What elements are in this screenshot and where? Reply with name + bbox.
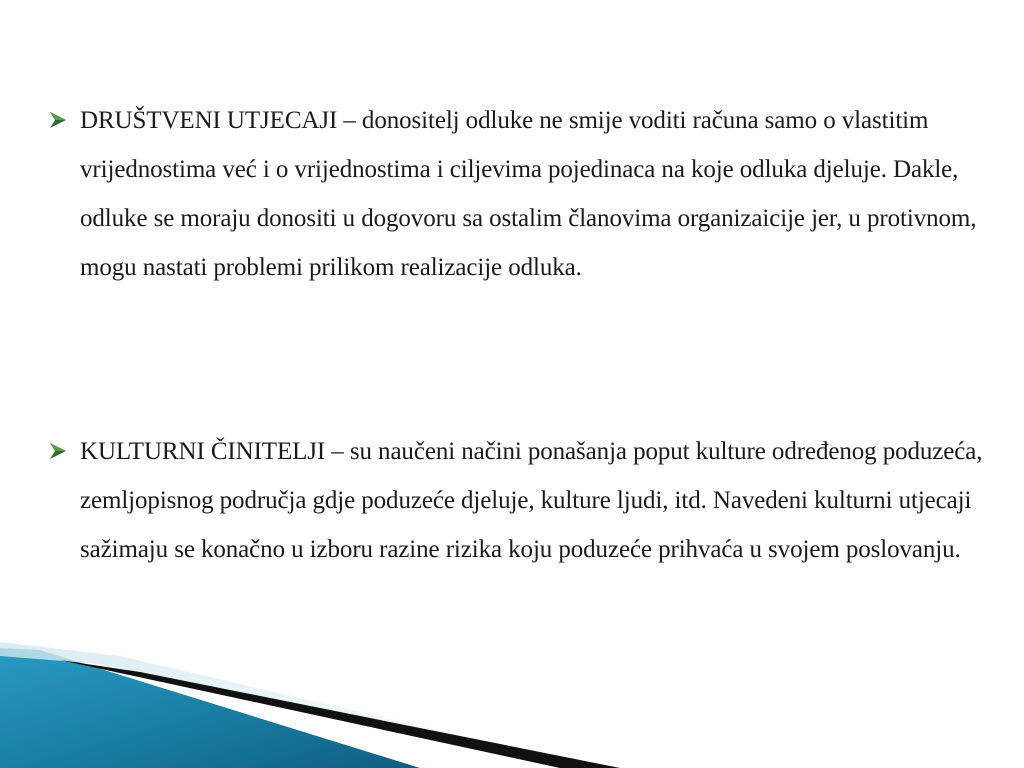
corner-swoosh-decoration xyxy=(0,638,1024,768)
arrowhead-bullet-icon xyxy=(48,110,68,130)
bullet-text: KULTURNI ČINITELJI – su naučeni načini ponašanja poput kulture određenog poduzeća, zemljopisnog područja gdje poduzeće djeluje, kulture ljudi, itd. Navedeni kulturni utjecaji sažimaju se konačno u izboru razine rizika koju poduzeće prihvaća u svojem poslovanju. xyxy=(80,438,983,563)
arrowhead-bullet-icon xyxy=(48,441,68,461)
bullet-text: DRUŠTVENI UTJECAJI – donositelj odluke ne smije voditi računa samo o vlastitim vrijednostima već i o vrijednostima i ciljevima pojedinaca na koje odluka djeluje. Dakle, odluke se moraju donositi u dogovoru sa ostalim članovima organizaicije jer, u protivnom, mogu nastati problemi prilikom realizacije odluka. xyxy=(80,107,977,281)
bullet-item-kulturni-cinitelji xyxy=(48,427,998,574)
bullet-item-drustveni-utjecaji xyxy=(48,96,998,292)
